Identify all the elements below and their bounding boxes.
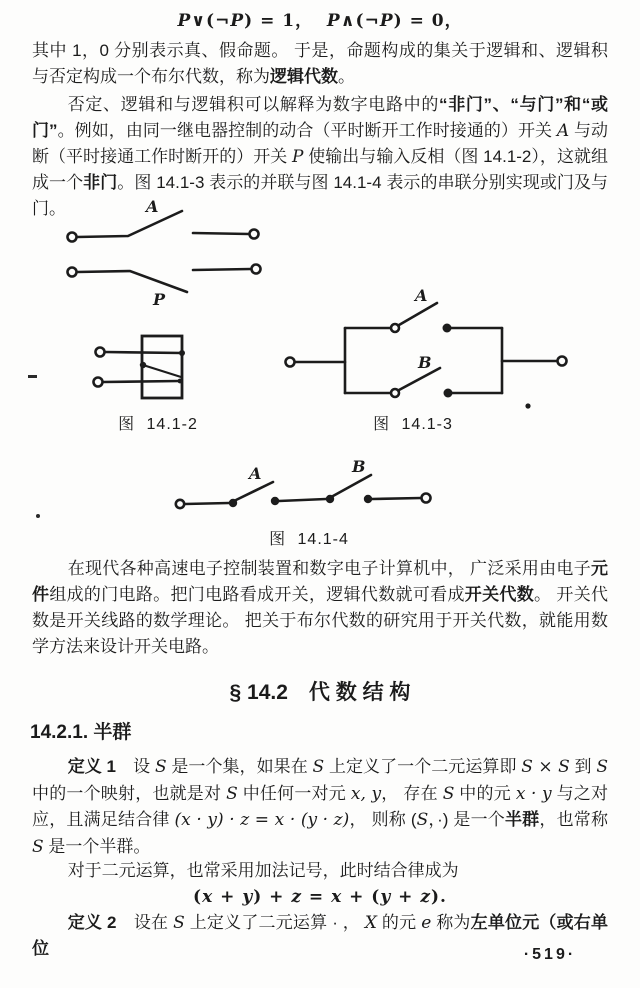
text-segment: 称为: [431, 913, 471, 932]
section-heading: § 14.2 代 数 结 构: [229, 681, 411, 704]
text-segment: P: [379, 11, 394, 31]
terminal-icon: [68, 233, 77, 242]
switch-a-lever: [399, 303, 437, 325]
fig-14-1-2-switches: [68, 200, 261, 309]
text-segment: 。 开关代数是开关线路的数学理论。 把关于布尔代数的研究用于开关代数，就能用数学方法来设计开关电路。: [32, 585, 608, 656]
text-segment: y: [380, 887, 392, 907]
page-number: ·519·: [523, 946, 577, 963]
text-segment: y: [242, 887, 254, 907]
text-segment: S: [442, 783, 455, 804]
terminal-icon: [94, 378, 103, 387]
text-segment: S: [312, 757, 325, 777]
ink-speck: [36, 514, 40, 518]
terminal-icon: [422, 494, 431, 503]
text-segment: 中的一个映射，也就是对: [32, 783, 227, 803]
ink-speck: [525, 403, 530, 408]
text-segment: z: [420, 887, 431, 907]
text-segment: P: [230, 11, 245, 31]
circuit-figures: [30, 200, 610, 555]
ink-speck: [28, 375, 37, 378]
text-segment: 否定、逻辑和与逻辑积可以解释为数字电路中的: [67, 95, 440, 114]
text-segment: 。例如，由同一继电器控制的动合（平时断开工作时接通的）开关: [57, 121, 557, 140]
terminal-icon: [252, 265, 261, 274]
text-segment: 组成的门电路。把门电路看成开关，逻辑代数就可看成: [49, 585, 465, 604]
armature: [143, 365, 181, 377]
paragraph-definition-1: [32, 754, 608, 860]
text-segment: S: [596, 757, 608, 777]
text-segment: x: [202, 887, 214, 907]
text-segment: 中任何一对元: [237, 783, 351, 803]
terminal-icon: [286, 358, 295, 367]
text-segment: x, y: [350, 783, 382, 804]
text-segment: 上定义了二元运算 · ，: [184, 913, 365, 932]
text-segment: P: [326, 11, 341, 31]
wire: [103, 381, 179, 382]
contact-dot: [178, 379, 183, 384]
wire: [372, 498, 421, 499]
text-segment: 的元: [377, 913, 422, 932]
text-segment: ，·) 是一个: [428, 810, 505, 829]
text-segment: 逻辑代数: [270, 67, 338, 86]
text-segment: S: [32, 836, 44, 857]
text-segment: 。: [338, 67, 355, 86]
text-segment: ∨(¬: [191, 11, 231, 31]
text-segment: 与之对应，且满足结合律: [32, 783, 608, 829]
text-segment: ， 存在: [381, 783, 443, 803]
text-segment: (x · y) · z = x · (y · z): [174, 810, 350, 830]
text-segment: ，也常称: [539, 810, 608, 829]
paragraph-logic-algebra: [32, 38, 608, 90]
switch-a-lever: [236, 482, 273, 500]
text-segment: 设: [116, 757, 155, 776]
text-segment: S: [416, 810, 429, 830]
terminal-icon: [68, 268, 77, 277]
wire: [105, 352, 182, 353]
text-segment: 到: [569, 757, 597, 776]
contact-dot: [179, 350, 185, 356]
switch-b-lever: [333, 475, 371, 496]
terminal-icon: [250, 230, 259, 239]
text-segment: ).: [430, 887, 447, 907]
paragraph-switching-algebra: [32, 556, 608, 660]
text-segment: e: [421, 913, 432, 933]
text-segment: 非门: [83, 173, 118, 192]
text-segment: ) = 0，: [393, 11, 463, 31]
text-segment: S: [173, 913, 185, 933]
caption-fig-14-1-2: 图 14.1-2: [118, 416, 198, 433]
text-segment: 在现代各种高速电子控制装置和数字电子计算机中， 广泛采用由电子: [67, 559, 591, 578]
fig-14-1-4-series: [176, 457, 431, 508]
switch-p-label: P: [153, 290, 166, 309]
text-segment: S: [154, 757, 167, 777]
text-segment: 设在: [116, 913, 174, 932]
switch-b-label: B: [418, 353, 432, 372]
wire: [193, 269, 251, 270]
text-segment: 上定义了一个二元运算即: [324, 757, 522, 776]
text-segment: +: [391, 887, 421, 907]
formula-associativity: [0, 884, 640, 910]
terminal-icon: [96, 348, 105, 357]
text-segment: 。图 14.1-3 表示的并联与图 14.1-4 表示的串联分别实现或门及与门。: [32, 173, 609, 218]
text-segment: 半群: [504, 810, 540, 829]
text-segment: + (: [342, 887, 381, 907]
text-segment: S: [226, 783, 238, 804]
text-segment: 是一个集，如果在: [166, 757, 313, 776]
text-segment: ) = 1，: [244, 11, 327, 31]
text-segment: 其中 1，0 分别表示真、假命题。 于是，命题构成的集关于逻辑和、逻辑积与否定构成一个布尔代数，称为: [32, 41, 608, 86]
text-segment: 是一个半群。: [43, 836, 151, 856]
switch-a-label: A: [249, 464, 262, 483]
switch-b-label: B: [352, 457, 366, 476]
switch-a-lever: [77, 211, 182, 237]
text-segment: (: [193, 887, 203, 907]
text-segment: ) +: [253, 887, 292, 907]
text-segment: “非门”、“与门”和“或门”: [32, 95, 609, 140]
text-segment: S × S: [521, 757, 570, 777]
text-segment: P: [292, 147, 304, 167]
switch-p-lever: [77, 271, 187, 292]
text-segment: 开关代数: [464, 585, 535, 604]
text-segment: ∧(¬: [340, 11, 380, 31]
text-segment: 定义 1: [67, 757, 117, 776]
text-segment: 定义 2: [67, 913, 117, 932]
caption-fig-14-1-3: 图 14.1-3: [373, 416, 453, 433]
formula-logic-complement: [0, 8, 640, 34]
text-segment: P: [177, 11, 192, 31]
wire: [185, 503, 229, 504]
wire: [279, 499, 326, 501]
text-segment: X: [364, 913, 378, 933]
text-segment: 元件: [32, 559, 608, 604]
text-segment: 使输出与输入反相（图 14.1-2），这就组成一个: [32, 147, 608, 192]
text-segment: 中的元: [454, 783, 516, 803]
paragraph-addition-notation: [32, 858, 608, 884]
fig-14-1-2-relay: [94, 336, 186, 398]
text-segment: x · y: [515, 783, 552, 804]
wire: [193, 233, 249, 234]
subsection-heading: 14.2.1. 半群: [30, 722, 132, 743]
switch-a-label: A: [146, 200, 159, 216]
terminal-icon: [176, 500, 184, 508]
fig-14-1-3-parallel: [286, 286, 567, 409]
text-segment: 对于二元运算，也常采用加法记号，此时结合律成为: [67, 861, 459, 880]
text-segment: 左单位元（或右单位: [32, 913, 608, 958]
text-segment: 与动断（平时接通工作时断开的）开关: [32, 121, 608, 166]
terminal-icon: [558, 357, 567, 366]
text-segment: A: [556, 121, 570, 141]
text-segment: ， 则称 (: [349, 810, 417, 829]
text-segment: +: [213, 887, 243, 907]
caption-fig-14-1-4: 图 14.1-4: [269, 531, 349, 548]
text-segment: x: [331, 887, 343, 907]
switch-a-label: A: [415, 286, 428, 305]
text-segment: =: [301, 887, 332, 907]
text-segment: z: [291, 887, 302, 907]
